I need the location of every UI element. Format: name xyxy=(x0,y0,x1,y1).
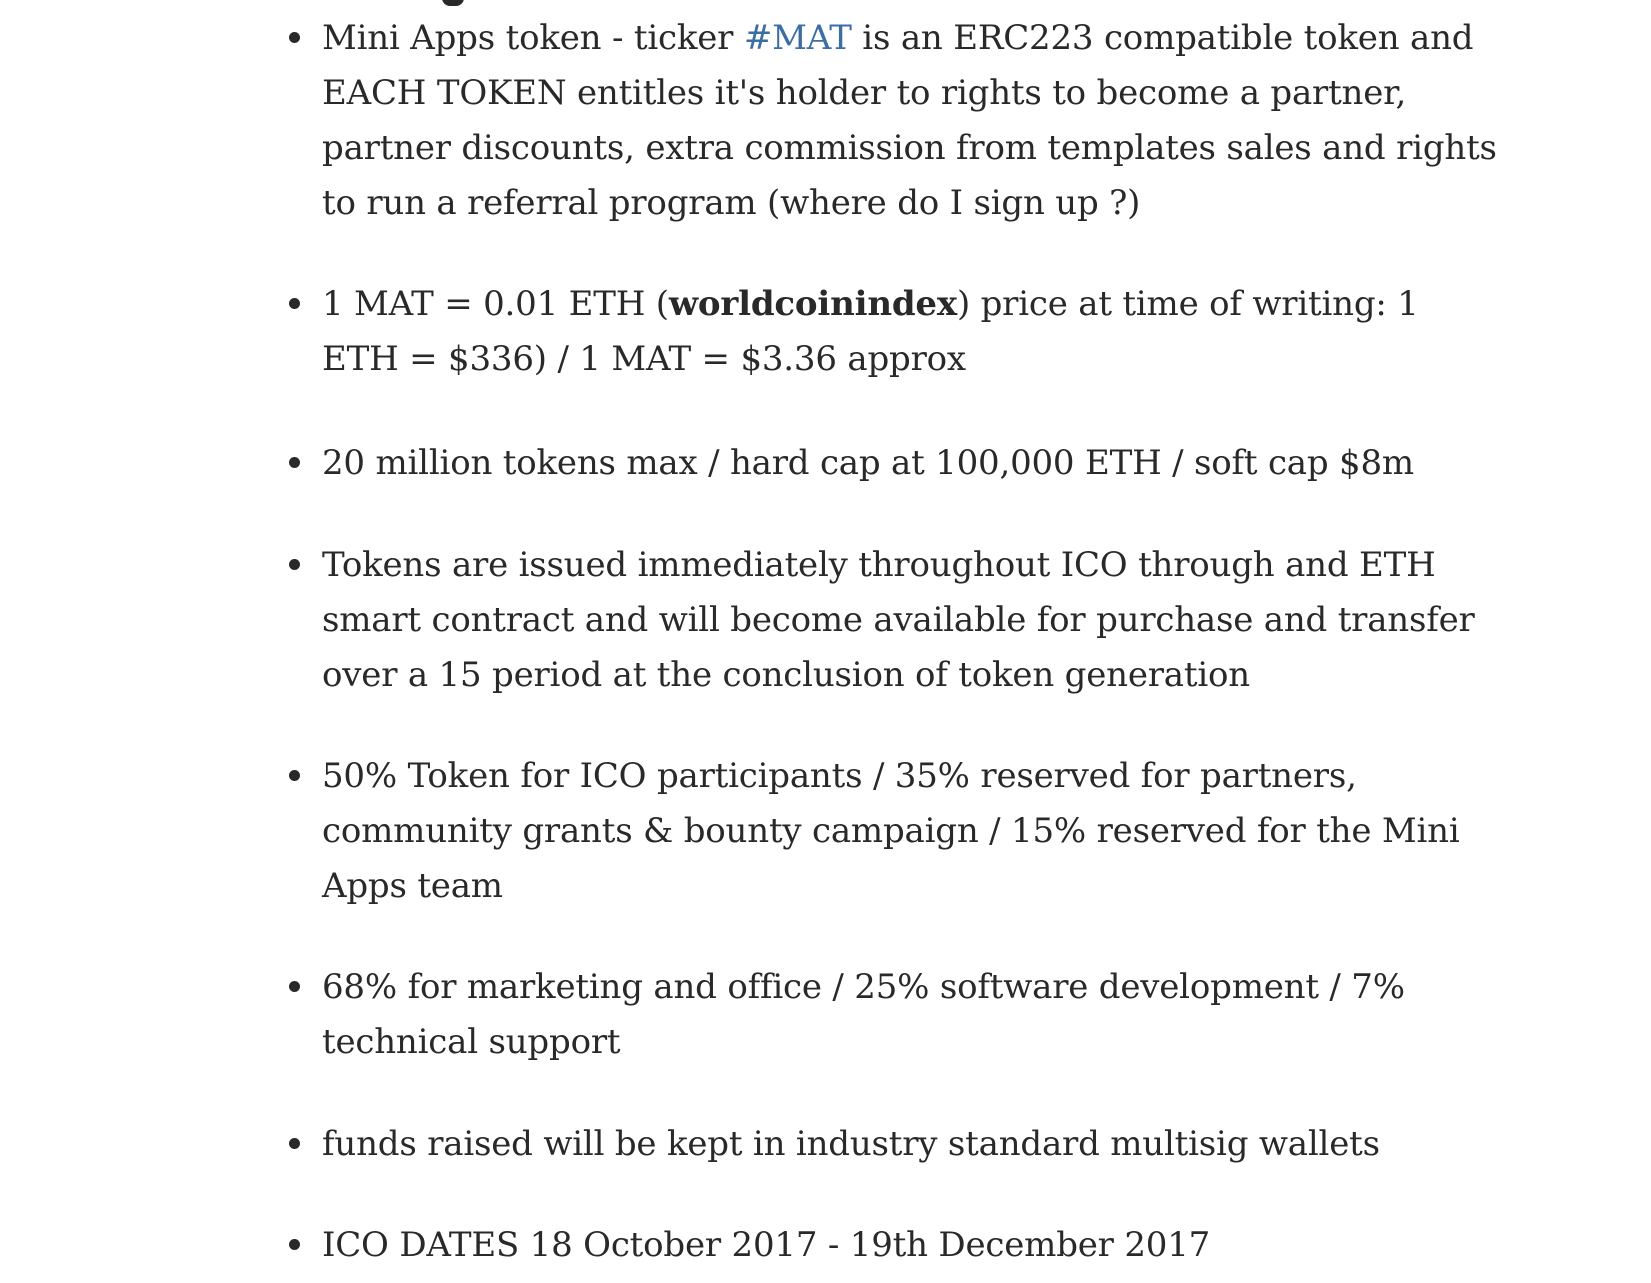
list-item-token-issuance xyxy=(322,538,1497,703)
item-text: funds raised will be kept in industry standard multisig wallets xyxy=(322,1124,1380,1164)
bullet-icon xyxy=(289,559,300,570)
list-item-multisig-wallets xyxy=(322,1117,1497,1172)
worldcoinindex-source: worldcoinindex xyxy=(668,284,957,324)
bullet-icon xyxy=(289,1239,300,1250)
item-text: ICO DATES 18 October 2017 - 19th December 2017 xyxy=(322,1225,1211,1265)
list-item-token-rights xyxy=(322,11,1497,231)
list-item-ico-dates xyxy=(322,1218,1497,1273)
list-item-supply-caps xyxy=(322,436,1497,491)
bullet-icon xyxy=(289,981,300,992)
list-item-token-distribution xyxy=(322,749,1497,914)
item-text: Tokens are issued immediately throughout ICO through and ETH smart contract and will become available for purchase and transfer over a 15 period at the conclusion of token generation xyxy=(322,545,1475,695)
hashtag-mat-link[interactable]: #MAT xyxy=(743,18,852,58)
bullet-icon xyxy=(289,770,300,781)
item-text: 20 million tokens max / hard cap at 100,000 ETH / soft cap $8m xyxy=(322,443,1414,483)
bullet-icon xyxy=(289,1138,300,1149)
list-item-fund-allocation xyxy=(322,960,1497,1070)
list-item-price xyxy=(322,277,1497,387)
text-segment: is an ERC223 compatible token and EACH TOKEN entitles it's holder to rights to become a partner, partner discounts, extra commission from templates sales and rights to run a referral program (where do I sign up ?) xyxy=(322,18,1497,223)
bullet-icon xyxy=(289,298,300,309)
item-text: 50% Token for ICO participants / 35% reserved for partners, community grants & bounty campaign / 15% reserved for the Mini Apps team xyxy=(322,756,1460,906)
text-segment: 1 MAT = 0.01 ETH ( xyxy=(322,284,669,324)
bullet-icon xyxy=(289,457,300,468)
cropped-text-fragment xyxy=(442,0,464,6)
text-segment: Mini Apps token - ticker xyxy=(322,18,744,58)
bullet-icon xyxy=(289,32,300,43)
text-segment: ) price at time of writing: 1 ETH = $336) / 1 MAT = $3.36 approx xyxy=(322,284,1419,379)
item-text: 68% for marketing and office / 25% software development / 7% technical support xyxy=(322,967,1405,1062)
